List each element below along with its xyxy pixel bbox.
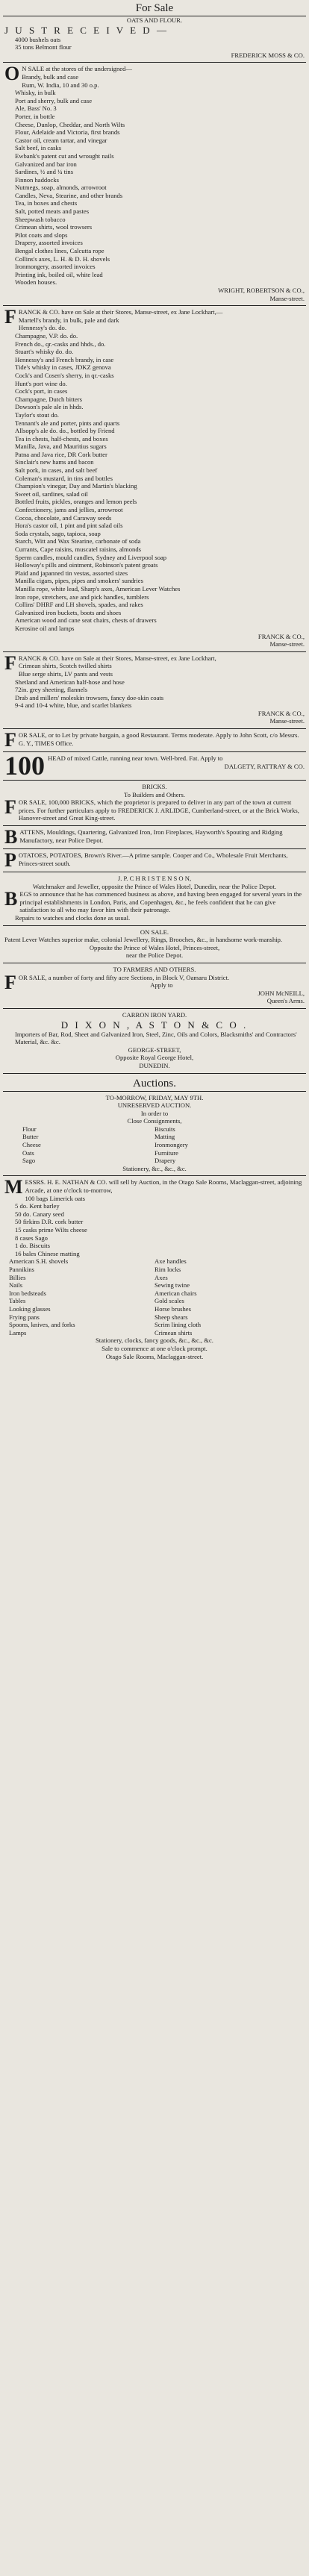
list-item: Collins's axes, L. H. & D. H. shovels xyxy=(15,254,110,263)
list-item: Finnon haddocks xyxy=(15,175,59,184)
list-item: Dowson's pale ale in hhds. xyxy=(15,403,84,411)
list-item: Porter, in bottle xyxy=(15,112,55,120)
ad-franck-1 xyxy=(3,308,306,648)
table-cell: Biscuits xyxy=(154,1125,175,1133)
table-cell: Axe handles xyxy=(154,1257,187,1266)
divider xyxy=(3,1073,306,1074)
ad-auction-notice xyxy=(3,1094,306,1173)
list-item: Pilot coats and slops xyxy=(15,231,68,239)
list-item: Collins' DHRF and LH shovels, spades, and rakes xyxy=(15,601,143,609)
table-cell: Oats xyxy=(22,1148,34,1157)
divider xyxy=(3,780,306,781)
list-item: Tennant's ale and porter, pints and quarts xyxy=(15,419,120,427)
list-item: Port and sherry, bulk and case xyxy=(15,96,93,104)
list-item: Whisky, in bulk xyxy=(15,89,56,97)
drop-cap: F xyxy=(4,971,16,993)
ad-signature: WRIGHT, ROBERTSON & CO., xyxy=(218,287,305,294)
ad-address: Manse-street. xyxy=(269,294,305,302)
table-cell: Sago xyxy=(22,1157,36,1165)
ad-title: OATS AND FLOUR. xyxy=(126,16,183,24)
ad-text: OR SALE, or to Let by private bargain, a good Restaurant. Terms moderate. Apply to John Scott, c/o Messrs. G. Y., TIMES Office. xyxy=(18,731,299,747)
list-item: Rum, W. India, 10 and 30 o.p. xyxy=(22,81,99,89)
ad-restaurant xyxy=(3,729,306,751)
ad-address: Manse-street. xyxy=(269,640,305,648)
table-cell: Looking glasses xyxy=(9,1304,51,1313)
ad-signature: FREDERICK MOSS & CO. xyxy=(231,51,305,59)
ad-title: BRICKS. xyxy=(142,783,167,791)
table-cell: American S.H. shovels xyxy=(9,1257,69,1266)
ad-terms: Sale to commence at one o'clock prompt. xyxy=(102,1344,207,1352)
list-item: Taylor's stout do. xyxy=(15,410,59,419)
drop-cap: B xyxy=(4,888,18,910)
ad-signature: DALGETY, RATTRAY & CO. xyxy=(224,762,305,770)
list-item: Cocoa, chocolate, and Caraway seeds xyxy=(15,513,112,522)
list-item: 1 do. Biscuits xyxy=(15,1242,51,1250)
list-item: Candles, Neva, Stearine, and other brands xyxy=(15,191,123,199)
table-cell: Drapery xyxy=(154,1157,176,1165)
ad-tail: Stationery, &c., &c., &c. xyxy=(122,1164,187,1172)
list-item: Coleman's mustard, in tins and bottles xyxy=(15,474,113,482)
list-item: Cheese, Dunlop, Cheddar, and North Wilts xyxy=(15,120,125,128)
ad-bricks xyxy=(3,783,306,822)
table-cell: Scrim lining cloth xyxy=(154,1321,202,1329)
list-item: Manilla, Java, and Mauritius sugars xyxy=(15,443,107,451)
divider xyxy=(3,1008,306,1009)
list-item: Plaid and japanned tin vestas, assorted sizes xyxy=(15,569,128,577)
list-item: Starch, Witt and Wax Stearine, carbonate of soda xyxy=(15,537,141,545)
list-item: Ewbank's patent cut and wrought nails xyxy=(15,151,114,160)
ad-title: UNRESERVED AUCTION. xyxy=(117,1101,192,1110)
list-item: Iron rope, stretchers, axe and pick handles, tumblers xyxy=(15,593,149,601)
item-list xyxy=(4,73,305,287)
list-item: Hunt's port wine do. xyxy=(15,379,67,387)
list-item: 72in. grey sheeting, flannels xyxy=(15,686,88,694)
list-item: Sheepwash tobacco xyxy=(15,215,66,223)
divider xyxy=(3,825,306,826)
ad-intro: N SALE at the stores of the undersigned— xyxy=(22,65,132,73)
list-item: 100 bags Limerick oats xyxy=(25,1194,85,1202)
list-item: Manilla rope, white lead, Sharp's axes, American Lever Watches xyxy=(15,584,181,593)
list-item: Soda crystals, sago, tapioca, soap xyxy=(15,529,101,537)
list-item: Confectionery, jams and jellies, arrowroot xyxy=(15,506,123,514)
list-item: 8 cases Sago xyxy=(15,1234,48,1242)
table-cell: Iron bedsteads xyxy=(9,1289,46,1297)
list-item: Ironmongery, assorted invoices xyxy=(15,263,96,271)
ad-text: ATTENS, Mouldings, Quartering, Galvanized Iron, Iron Fireplaces, Hayworth's Spouting and Ridging Manufactory, near Police Depot. xyxy=(19,828,283,844)
list-item: Ale, Bass' No. 3 xyxy=(15,104,57,113)
list-item: Shetland and American half-hose and hose xyxy=(15,678,125,686)
ad-intro: RANCK & CO. have on Sale at their Stores, Manse-street, ex Jane Lockhart,— xyxy=(18,308,223,316)
ad-nathan-auction xyxy=(3,1178,306,1360)
list-item: American wood and cane seat chairs, chests of drawers xyxy=(15,616,157,625)
ad-title: TO FARMERS AND OTHERS. xyxy=(113,965,196,973)
ad-carron-iron xyxy=(3,1011,306,1070)
ad-text: OR SALE, a number of forty and fifty acre Sections, in Block V, Oamaru District. xyxy=(18,973,230,981)
ad-cattle xyxy=(3,751,306,781)
list-item: Salt pork, in cases, and salt beef xyxy=(15,466,98,475)
ad-battens xyxy=(3,826,306,848)
list-item: Blue serge shirts, LV pants and vests xyxy=(18,669,113,678)
table-cell: Furniture xyxy=(154,1148,178,1157)
ad-farmers xyxy=(3,966,306,1005)
divider xyxy=(3,848,306,849)
list-item: Martell's brandy, in bulk, pale and dark xyxy=(18,316,119,324)
ad-title: J. P. C H R I S T E N S O N, xyxy=(117,875,192,883)
table-cell: Lamps xyxy=(9,1328,27,1337)
table-cell: Spoons, knives, and forks xyxy=(9,1321,75,1329)
list-item: 9-4 and 10-4 white, blue, and scarlet blankets xyxy=(15,701,132,710)
ad-apply: Apply to xyxy=(150,981,173,990)
ad-signature: FRANCK & CO., xyxy=(258,632,305,640)
table-cell: Gold scales xyxy=(154,1297,184,1305)
ad-subtitle: To Builders and Others. xyxy=(124,790,185,798)
list-item: Allsopp's ale do. do., bottled by Friend xyxy=(15,427,115,435)
table-cell: Frying pans xyxy=(9,1313,40,1321)
list-item: Sardines, ½ and ¼ tins xyxy=(15,168,74,176)
ad-potatoes xyxy=(3,849,306,872)
ad-city: DUNEDIN. xyxy=(139,1061,170,1069)
list-item: Flour, Adelaide and Victoria, first brands xyxy=(15,128,120,137)
table-cell: Crimean shirts xyxy=(154,1328,193,1337)
list-item: 50 do. Canary seed xyxy=(15,1210,64,1218)
drop-cap: M xyxy=(4,1176,23,1198)
divider xyxy=(3,305,306,306)
table-cell: Butter xyxy=(22,1133,39,1141)
table-cell: Sheep shears xyxy=(154,1313,188,1321)
table-cell: Axes xyxy=(154,1273,168,1281)
table-cell: Nails xyxy=(9,1281,23,1289)
drop-cap: B xyxy=(4,826,18,848)
ad-christenson xyxy=(3,875,306,922)
ad-franck-2 xyxy=(3,651,306,725)
ad-place: Otago Sale Rooms, Maclaggan-street. xyxy=(105,1352,204,1360)
ad-text: Patent Lever Watches superior make, colonial Jewellery, Rings, Brooches, &c., in handsome work-manship. xyxy=(4,936,283,944)
ad-footer: Opposite the Prince of Wales Hotel, Princes-street, xyxy=(89,943,220,951)
ad-footer: near the Police Depot. xyxy=(125,951,184,960)
ad-title: ON SALE. xyxy=(140,928,169,936)
section-header: For Sale xyxy=(3,0,306,16)
drop-cap: P xyxy=(4,849,16,872)
list-item: 50 firkins D.R. cork butter xyxy=(15,1218,84,1226)
ad-intro: Watchmaker and Jeweller, opposite the Prince of Wales Hotel, Dunedin, near the Police Depot. xyxy=(32,882,277,890)
ad-footer: Repairs to watches and clocks done as usual. xyxy=(15,914,131,922)
drop-cap: O xyxy=(4,63,20,85)
ad-oats-flour xyxy=(3,16,306,59)
table-cell: Pannikins xyxy=(9,1265,34,1273)
list-item: Bengal clothes lines, Calcutta rope xyxy=(15,247,104,255)
divider xyxy=(3,651,306,652)
ad-text: Importers of Bar, Rod, Sheet and Galvanized Iron, Steel, Zinc, Oils and Colors, Blacksmiths' and Contractors' Material, &c. &c. xyxy=(15,1030,297,1046)
list-item: Champagne, V.P. do. do. xyxy=(15,331,78,340)
table-cell: Sewing twine xyxy=(154,1281,190,1289)
ad-lead: J U S T R E C E I V E D — xyxy=(4,24,169,36)
ad-when: TO-MORROW, FRIDAY, MAY 9TH. xyxy=(105,1093,204,1101)
table-cell: Matting xyxy=(154,1133,175,1141)
list-item: Champion's vinegar, Day and Martin's blacking xyxy=(15,482,137,490)
list-item: Patna and Java rice, DR Cork butter xyxy=(15,450,107,458)
ad-address: Manse-street. xyxy=(269,717,305,725)
list-item: Hennessy's and French brandy, in case xyxy=(15,355,114,363)
list-item: Printing ink, boiled oil, white lead xyxy=(15,270,103,278)
divider xyxy=(3,1175,306,1176)
table-cell: Flour xyxy=(22,1125,37,1133)
list-item: Drapery, assorted invoices xyxy=(15,239,83,247)
list-item: Wooden houses. xyxy=(15,278,57,287)
table-cell: Tables xyxy=(9,1297,26,1305)
list-item: Cock's and Cosen's sherry, in qr.-casks xyxy=(15,371,114,379)
section-header-auctions: Auctions. xyxy=(3,1076,306,1092)
list-item: Crimean shirts, wool trowsers xyxy=(15,223,93,231)
drop-cap: F xyxy=(4,651,16,674)
list-item: Currants, Cape raisins, muscatel raisins, almonds xyxy=(15,545,141,553)
item-table xyxy=(4,1125,305,1165)
table-cell: Ironmongery xyxy=(154,1141,188,1149)
list-item: Sweet oil, sardines, salad oil xyxy=(15,490,88,498)
list-item: French do., qr.-casks and hhds., do. xyxy=(15,340,106,348)
list-item: Tea in chests, half-chests, and boxes xyxy=(15,434,108,443)
newspaper-page xyxy=(3,0,306,1360)
table-cell: Billies xyxy=(9,1273,26,1281)
big-number: 100 xyxy=(4,751,45,781)
list-item: Brandy, bulk and case xyxy=(22,72,79,81)
list-item: Salt, potted meats and pastes xyxy=(15,207,90,216)
table-cell: American chairs xyxy=(154,1289,197,1297)
list-item: 15 casks prime Wilts cheese xyxy=(15,1226,87,1234)
divider xyxy=(3,62,306,63)
ad-intro: ESSRS. H. E. NATHAN & CO. will sell by Auction, in the Otago Sale Rooms, Maclaggan-street, adjoining Arcade, at one o'clock to-morrow, xyxy=(25,1178,302,1195)
ad-subtitle: In order to xyxy=(140,1109,169,1117)
list-item: Kerosine oil and lamps xyxy=(15,624,75,632)
table-cell: Cheese xyxy=(22,1141,41,1149)
item-list xyxy=(4,662,305,710)
ad-opposite: Opposite Royal George Hotel, xyxy=(115,1054,194,1062)
item-list xyxy=(4,1195,305,1258)
list-item: Holloway's pills and ointment, Robinson's patent groats xyxy=(15,561,158,569)
item-list xyxy=(4,316,305,633)
ad-intro: RANCK & CO. have on Sale at their Stores, Manse-street, ex Jane Lockhart, xyxy=(18,654,216,662)
table-cell: Rim locks xyxy=(154,1265,181,1273)
list-item: Tide's whisky in cases, JDKZ genova xyxy=(15,363,111,372)
list-item: Castor oil, cream tartar, and vinegar xyxy=(15,136,107,144)
list-item: Salt beef, in casks xyxy=(15,144,62,152)
drop-cap: F xyxy=(4,306,16,328)
list-item: Galvanized and bar iron xyxy=(15,160,77,168)
ad-line: 4000 bushels oats xyxy=(15,35,61,43)
ad-watches xyxy=(3,928,306,960)
ad-wright-robertson xyxy=(3,65,306,302)
ad-signature: JOHN McNEILL, xyxy=(258,989,305,997)
ad-text: EGS to announce that he has commenced business as above, and having been engaged for several years in the principal establishments in London, Paris, and Copenhagen, &c., he feels confident that he can give satisfaction to all who may favor him with their patronage. xyxy=(19,890,302,914)
list-item: Drab and millers' moleskin trowsers, fancy doe-skin coats xyxy=(15,693,164,701)
list-item: Stuart's whisky do. do. xyxy=(15,348,74,356)
list-item: Tea, in boxes and chests xyxy=(15,199,78,207)
list-item: Champagne, Dutch bitters xyxy=(15,395,82,403)
list-item: Cock's port, in cases xyxy=(15,387,68,396)
ad-signature: FRANCK & CO., xyxy=(258,709,305,717)
ad-title: CARRON IRON YARD. xyxy=(122,1010,187,1019)
list-item: 16 bales Chinese matting xyxy=(15,1249,80,1257)
divider xyxy=(3,751,306,752)
divider xyxy=(3,925,306,926)
ad-line: 35 tons Belmont flour xyxy=(15,43,72,51)
ad-text: OR SALE, 100,000 BRICKS, which the proprietor is prepared to deliver in any part of the town at current prices. For further particulars apply to FREDERICK J. ARLIDGE, Cumberland-street, or at the Brick Works, Hanover-street and Great King-street. xyxy=(18,798,299,822)
divider xyxy=(3,728,306,729)
list-item: Hora's castor oil, 1 pint and pint salad oils xyxy=(15,522,123,530)
list-item: Hennessy's do. do. xyxy=(18,324,66,332)
ad-street: GEORGE-STREET, xyxy=(128,1045,181,1054)
ad-address: Queen's Arms. xyxy=(266,997,305,1005)
ad-text: HEAD of mixed Cattle, running near town. Well-bred. Fat. Apply to xyxy=(48,754,223,763)
list-item: Manilla cigars, pipes, pipes and smokers' sundries xyxy=(15,577,143,585)
table-cell: Horse brushes xyxy=(154,1304,191,1313)
list-item: 5 do. Kent barley xyxy=(15,1202,60,1210)
list-item: Crimean shirts, Scotch twilled shirts xyxy=(18,662,112,670)
ad-text: OTATOES, POTATOES, Brown's River.—A prime sample. Cooper and Co., Wholesale Fruit Merchants, Princes-street south. xyxy=(18,851,288,867)
ad-company: D I X O N , A S T O N & C O . xyxy=(60,1019,249,1031)
drop-cap: F xyxy=(4,796,16,819)
list-item: Galvanized iron buckets, boots and shoes xyxy=(15,608,122,616)
list-item: Sinclair's new hams and bacon xyxy=(15,458,94,466)
ad-tail: Stationery, clocks, fancy goods, &c., &c., &c. xyxy=(96,1337,213,1345)
list-item: Nutmegs, soap, almonds, arrowroot xyxy=(15,184,107,192)
item-table xyxy=(4,1257,305,1337)
list-item: Sperm candles, mould candles, Sydney and Liverpool soap xyxy=(15,553,167,561)
list-item: Bottled fruits, pickles, oranges and lemon peels xyxy=(15,498,137,506)
ad-subtitle: Close Consignments, xyxy=(127,1117,182,1125)
drop-cap: F xyxy=(4,729,16,751)
